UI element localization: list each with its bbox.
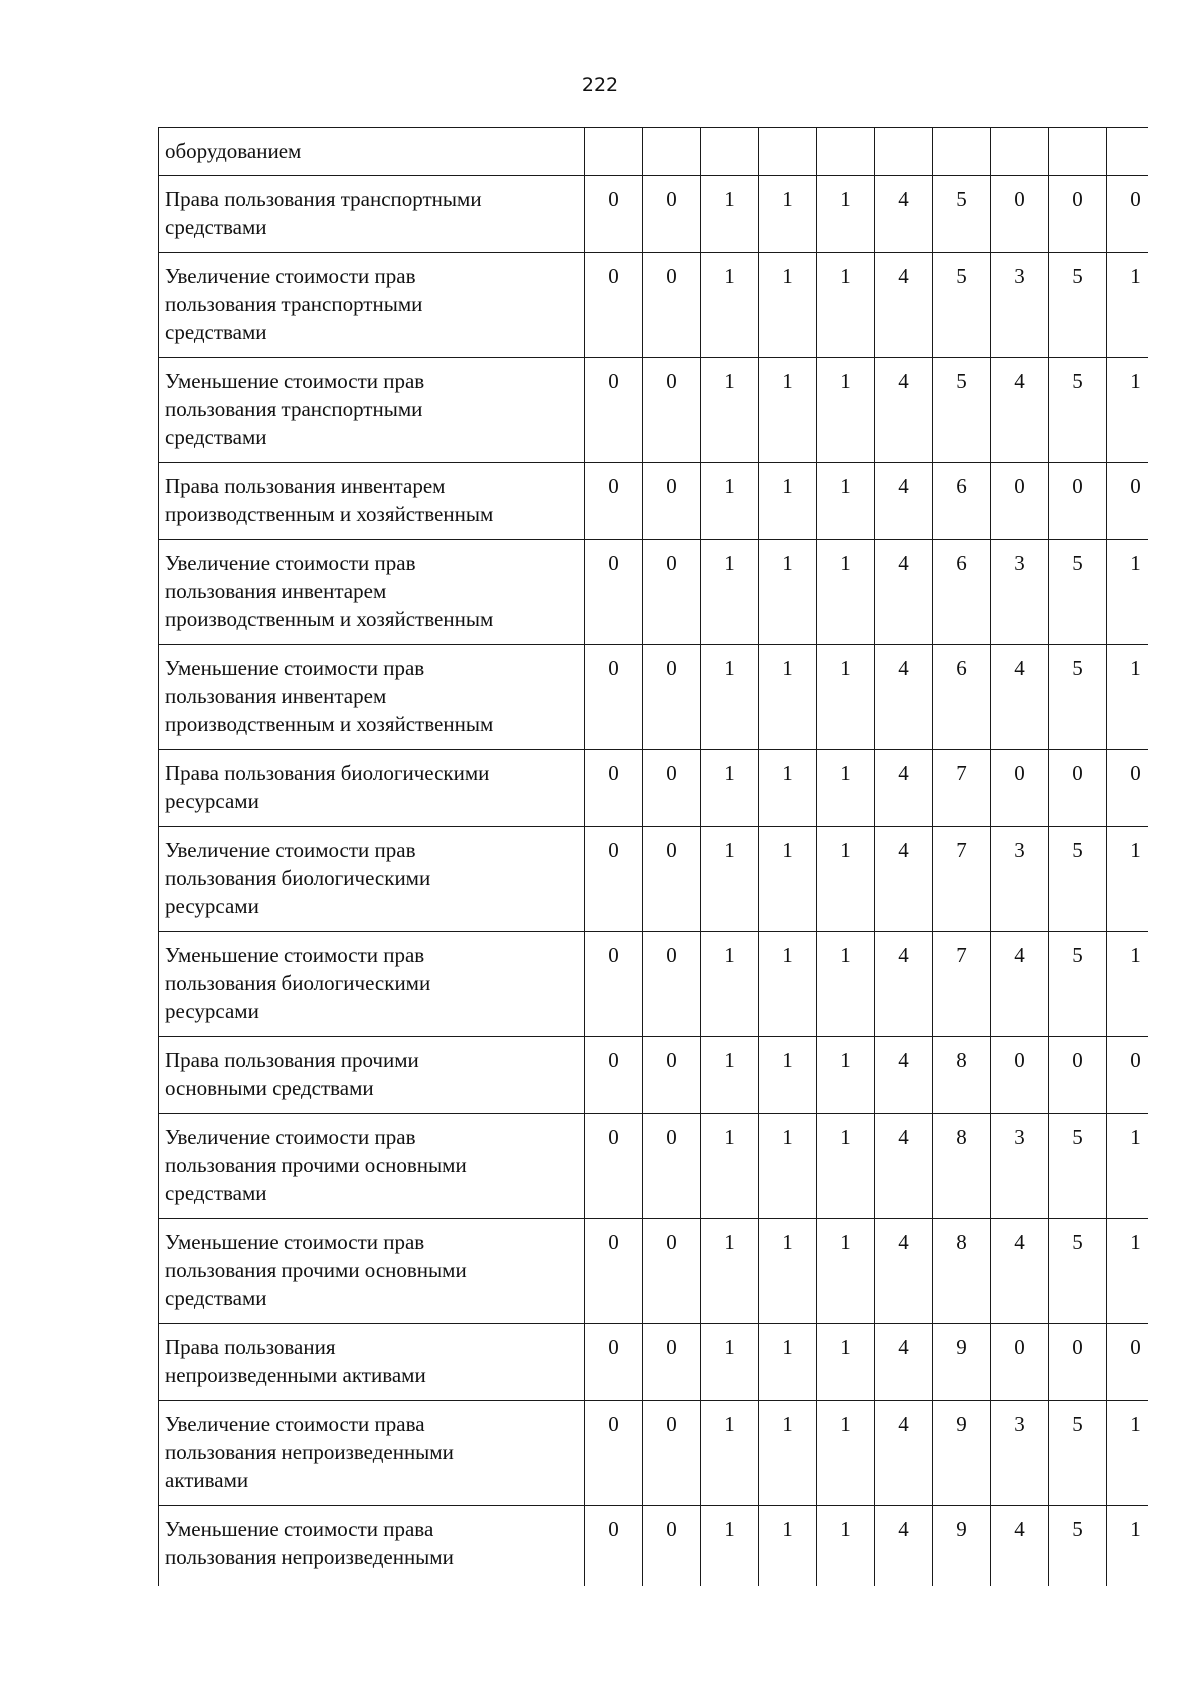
code-digit-cell: 1 bbox=[759, 1324, 817, 1401]
code-digit-cell: 0 bbox=[643, 1114, 701, 1219]
code-digit-cell bbox=[1049, 128, 1107, 176]
code-digit-cell: 6 bbox=[933, 540, 991, 645]
code-digit-cell: 0 bbox=[585, 932, 643, 1037]
table-row bbox=[159, 1114, 1149, 1219]
code-digit-cell: 0 bbox=[1107, 463, 1149, 540]
table-row bbox=[159, 1401, 1149, 1506]
code-digit-cell: 0 bbox=[1049, 750, 1107, 827]
code-digit-cell: 0 bbox=[1107, 1324, 1149, 1401]
row-label bbox=[159, 128, 585, 176]
code-digit-cell: 1 bbox=[759, 540, 817, 645]
code-digit-cell bbox=[875, 128, 933, 176]
code-digit-cell: 5 bbox=[933, 358, 991, 463]
code-digit-cell: 9 bbox=[933, 1401, 991, 1506]
code-digit-cell: 5 bbox=[933, 176, 991, 253]
row-label bbox=[159, 932, 585, 1037]
row-label bbox=[159, 1324, 585, 1401]
code-digit-cell: 1 bbox=[701, 1037, 759, 1114]
code-digit-cell: 3 bbox=[991, 1401, 1049, 1506]
code-digit-cell: 5 bbox=[1049, 1506, 1107, 1586]
code-digit-cell: 8 bbox=[933, 1114, 991, 1219]
code-digit-cell: 0 bbox=[585, 1401, 643, 1506]
code-digit-cell: 3 bbox=[991, 827, 1049, 932]
code-digit-cell: 4 bbox=[991, 932, 1049, 1037]
code-digit-cell: 0 bbox=[585, 1506, 643, 1586]
code-digit-cell: 5 bbox=[1049, 540, 1107, 645]
code-digit-cell: 4 bbox=[991, 1219, 1049, 1324]
code-digit-cell: 4 bbox=[991, 645, 1049, 750]
code-digit-cell: 4 bbox=[875, 358, 933, 463]
code-digit-cell: 1 bbox=[1107, 645, 1149, 750]
row-label-line: пользования транспортными bbox=[165, 397, 423, 421]
code-digit-cell: 0 bbox=[643, 1324, 701, 1401]
code-digit-cell: 1 bbox=[701, 1324, 759, 1401]
table-row bbox=[159, 932, 1149, 1037]
row-label-line: Уменьшение стоимости прав bbox=[165, 943, 425, 967]
row-label-line: средствами bbox=[165, 1286, 267, 1310]
code-digit-cell: 4 bbox=[875, 1324, 933, 1401]
code-digit-cell: 1 bbox=[759, 645, 817, 750]
code-digit-cell: 0 bbox=[585, 1219, 643, 1324]
row-label-line: пользования биологическими bbox=[165, 866, 431, 890]
code-digit-cell: 4 bbox=[875, 540, 933, 645]
code-digit-cell bbox=[585, 128, 643, 176]
code-digit-cell: 0 bbox=[585, 1037, 643, 1114]
code-digit-cell: 5 bbox=[1049, 932, 1107, 1037]
code-digit-cell: 0 bbox=[1107, 750, 1149, 827]
row-label bbox=[159, 1219, 585, 1324]
code-digit-cell: 5 bbox=[1049, 1114, 1107, 1219]
code-digit-cell: 4 bbox=[875, 253, 933, 358]
code-digit-cell: 1 bbox=[817, 358, 875, 463]
code-digit-cell: 0 bbox=[1049, 1324, 1107, 1401]
row-label-line: средствами bbox=[165, 1181, 267, 1205]
table-row bbox=[159, 1506, 1149, 1586]
row-label-line: средствами bbox=[165, 215, 267, 239]
row-label-line: Увеличение стоимости прав bbox=[165, 838, 416, 862]
code-digit-cell bbox=[817, 128, 875, 176]
row-label-line: Права пользования bbox=[165, 1335, 336, 1359]
code-digit-cell: 1 bbox=[759, 358, 817, 463]
code-digit-cell: 1 bbox=[701, 827, 759, 932]
code-digit-cell: 1 bbox=[701, 463, 759, 540]
code-digit-cell: 1 bbox=[1107, 1114, 1149, 1219]
row-label bbox=[159, 463, 585, 540]
code-digit-cell: 0 bbox=[991, 463, 1049, 540]
code-digit-cell bbox=[759, 128, 817, 176]
row-label-line: Уменьшение стоимости прав bbox=[165, 1230, 425, 1254]
code-digit-cell: 6 bbox=[933, 645, 991, 750]
row-label-line: непроизведенными активами bbox=[165, 1363, 426, 1387]
row-label-line: Права пользования транспортными bbox=[165, 187, 482, 211]
row-label bbox=[159, 1037, 585, 1114]
code-digit-cell: 0 bbox=[643, 176, 701, 253]
code-digit-cell: 1 bbox=[701, 750, 759, 827]
code-digit-cell: 6 bbox=[933, 463, 991, 540]
code-digit-cell: 4 bbox=[991, 358, 1049, 463]
code-digit-cell: 1 bbox=[1107, 1506, 1149, 1586]
row-label-line: ресурсами bbox=[165, 894, 259, 918]
code-digit-cell: 0 bbox=[1107, 176, 1149, 253]
code-digit-cell: 1 bbox=[1107, 827, 1149, 932]
code-digit-cell: 1 bbox=[759, 1401, 817, 1506]
code-digit-cell: 1 bbox=[759, 1114, 817, 1219]
table-row bbox=[159, 645, 1149, 750]
code-digit-cell: 4 bbox=[991, 1506, 1049, 1586]
table-row bbox=[159, 253, 1149, 358]
code-digit-cell bbox=[933, 128, 991, 176]
code-digit-cell: 1 bbox=[817, 1506, 875, 1586]
code-digit-cell: 4 bbox=[875, 750, 933, 827]
code-digit-cell: 0 bbox=[991, 1324, 1049, 1401]
code-digit-cell: 0 bbox=[585, 463, 643, 540]
code-digit-cell: 0 bbox=[991, 750, 1049, 827]
code-digit-cell: 4 bbox=[875, 932, 933, 1037]
code-digit-cell: 0 bbox=[1049, 463, 1107, 540]
code-digit-cell: 0 bbox=[643, 645, 701, 750]
code-digit-cell: 1 bbox=[1107, 540, 1149, 645]
code-digit-cell: 4 bbox=[875, 1219, 933, 1324]
code-digit-cell: 1 bbox=[1107, 358, 1149, 463]
code-digit-cell: 1 bbox=[1107, 1401, 1149, 1506]
code-digit-cell: 0 bbox=[643, 932, 701, 1037]
code-digit-cell: 0 bbox=[643, 750, 701, 827]
code-digit-cell: 7 bbox=[933, 932, 991, 1037]
row-label-line: Уменьшение стоимости прав bbox=[165, 369, 425, 393]
row-label bbox=[159, 176, 585, 253]
code-digit-cell: 0 bbox=[643, 253, 701, 358]
code-digit-cell: 0 bbox=[991, 176, 1049, 253]
code-digit-cell: 1 bbox=[759, 253, 817, 358]
code-digit-cell: 0 bbox=[643, 358, 701, 463]
code-digit-cell: 1 bbox=[817, 540, 875, 645]
row-label-line: оборудованием bbox=[165, 139, 302, 163]
code-digit-cell: 1 bbox=[701, 1506, 759, 1586]
row-label-line: средствами bbox=[165, 425, 267, 449]
code-digit-cell: 0 bbox=[1049, 1037, 1107, 1114]
row-label-line: Увеличение стоимости прав bbox=[165, 264, 416, 288]
row-label bbox=[159, 827, 585, 932]
row-label-line: ресурсами bbox=[165, 789, 259, 813]
table-row bbox=[159, 463, 1149, 540]
code-digit-cell: 1 bbox=[759, 750, 817, 827]
code-digit-cell: 1 bbox=[701, 540, 759, 645]
table-row bbox=[159, 540, 1149, 645]
code-digit-cell: 1 bbox=[817, 827, 875, 932]
row-label-line: Увеличение стоимости прав bbox=[165, 551, 416, 575]
row-label-line: Увеличение стоимости прав bbox=[165, 1125, 416, 1149]
code-digit-cell: 1 bbox=[759, 463, 817, 540]
row-label-line: пользования непроизведенными bbox=[165, 1545, 454, 1569]
code-digit-cell: 0 bbox=[585, 1324, 643, 1401]
row-label bbox=[159, 253, 585, 358]
row-label-line: пользования биологическими bbox=[165, 971, 431, 995]
code-digit-cell: 9 bbox=[933, 1324, 991, 1401]
code-digit-cell: 1 bbox=[817, 463, 875, 540]
code-digit-cell bbox=[643, 128, 701, 176]
code-digit-cell: 1 bbox=[817, 253, 875, 358]
code-digit-cell: 0 bbox=[991, 1037, 1049, 1114]
code-digit-cell: 5 bbox=[1049, 827, 1107, 932]
code-digit-cell: 5 bbox=[1049, 1219, 1107, 1324]
row-label bbox=[159, 540, 585, 645]
row-label-line: средствами bbox=[165, 320, 267, 344]
row-label-line: Уменьшение стоимости прав bbox=[165, 656, 425, 680]
row-label-line: Права пользования инвентарем bbox=[165, 474, 446, 498]
row-label-line: Права пользования биологическими bbox=[165, 761, 490, 785]
code-table-body bbox=[159, 128, 1149, 1586]
code-digit-cell: 0 bbox=[1107, 1037, 1149, 1114]
code-digit-cell: 3 bbox=[991, 1114, 1049, 1219]
code-digit-cell: 1 bbox=[701, 358, 759, 463]
code-digit-cell: 1 bbox=[701, 645, 759, 750]
page-number: 222 bbox=[581, 74, 619, 96]
code-digit-cell: 1 bbox=[817, 1037, 875, 1114]
code-digit-cell: 4 bbox=[875, 1114, 933, 1219]
code-digit-cell: 1 bbox=[759, 932, 817, 1037]
code-digit-cell bbox=[991, 128, 1049, 176]
table-row bbox=[159, 750, 1149, 827]
code-digit-cell: 1 bbox=[701, 1114, 759, 1219]
row-label bbox=[159, 358, 585, 463]
code-digit-cell: 0 bbox=[585, 827, 643, 932]
code-digit-cell: 1 bbox=[817, 1401, 875, 1506]
code-digit-cell: 1 bbox=[759, 1506, 817, 1586]
code-digit-cell: 7 bbox=[933, 750, 991, 827]
table-row bbox=[159, 358, 1149, 463]
row-label-line: пользования инвентарем bbox=[165, 579, 387, 603]
code-digit-cell: 4 bbox=[875, 827, 933, 932]
code-digit-cell: 1 bbox=[759, 1037, 817, 1114]
code-digit-cell: 1 bbox=[817, 932, 875, 1037]
row-label-line: Права пользования прочими bbox=[165, 1048, 419, 1072]
code-digit-cell: 0 bbox=[585, 1114, 643, 1219]
row-label-line: пользования непроизведенными bbox=[165, 1440, 454, 1464]
code-digit-cell: 1 bbox=[817, 1114, 875, 1219]
code-digit-cell bbox=[701, 128, 759, 176]
code-digit-cell bbox=[1107, 128, 1149, 176]
row-label-line: производственным и хозяйственным bbox=[165, 712, 494, 736]
code-digit-cell: 0 bbox=[585, 540, 643, 645]
code-digit-cell: 0 bbox=[643, 1219, 701, 1324]
code-digit-cell: 1 bbox=[817, 1219, 875, 1324]
row-label-line: пользования инвентарем bbox=[165, 684, 387, 708]
code-digit-cell: 1 bbox=[1107, 932, 1149, 1037]
code-digit-cell: 0 bbox=[585, 253, 643, 358]
code-digit-cell: 0 bbox=[585, 358, 643, 463]
code-digit-cell: 1 bbox=[701, 1219, 759, 1324]
code-digit-cell: 0 bbox=[643, 827, 701, 932]
table-row bbox=[159, 827, 1149, 932]
code-digit-cell: 1 bbox=[759, 1219, 817, 1324]
code-digit-cell: 0 bbox=[585, 750, 643, 827]
code-digit-cell: 9 bbox=[933, 1506, 991, 1586]
code-digit-cell: 1 bbox=[817, 176, 875, 253]
code-digit-cell: 0 bbox=[643, 1037, 701, 1114]
row-label bbox=[159, 750, 585, 827]
table-row bbox=[159, 1324, 1149, 1401]
code-digit-cell: 0 bbox=[643, 1506, 701, 1586]
code-digit-cell: 0 bbox=[585, 176, 643, 253]
row-label-line: ресурсами bbox=[165, 999, 259, 1023]
row-label-line: производственным и хозяйственным bbox=[165, 502, 494, 526]
code-digit-cell: 1 bbox=[701, 253, 759, 358]
code-digit-cell: 4 bbox=[875, 463, 933, 540]
code-digit-cell: 5 bbox=[1049, 645, 1107, 750]
code-digit-cell: 5 bbox=[1049, 1401, 1107, 1506]
code-digit-cell: 1 bbox=[817, 645, 875, 750]
row-label-line: Увеличение стоимости права bbox=[165, 1412, 425, 1436]
row-label-line: пользования прочими основными bbox=[165, 1258, 467, 1282]
code-digit-cell: 1 bbox=[701, 1401, 759, 1506]
code-digit-cell: 5 bbox=[933, 253, 991, 358]
code-digit-cell: 0 bbox=[643, 540, 701, 645]
code-digit-cell: 7 bbox=[933, 827, 991, 932]
row-label-line: пользования транспортными bbox=[165, 292, 423, 316]
table-row bbox=[159, 128, 1149, 176]
code-digit-cell: 8 bbox=[933, 1037, 991, 1114]
row-label-line: производственным и хозяйственным bbox=[165, 607, 494, 631]
table-row bbox=[159, 176, 1149, 253]
code-digit-cell: 3 bbox=[991, 540, 1049, 645]
row-label bbox=[159, 1114, 585, 1219]
code-digit-cell: 4 bbox=[875, 645, 933, 750]
code-digit-cell: 5 bbox=[1049, 253, 1107, 358]
code-digit-cell: 1 bbox=[1107, 253, 1149, 358]
row-label-line: активами bbox=[165, 1468, 249, 1492]
row-label bbox=[159, 645, 585, 750]
row-label-line: пользования прочими основными bbox=[165, 1153, 467, 1177]
code-table-container bbox=[158, 127, 1148, 1592]
code-digit-cell: 4 bbox=[875, 1037, 933, 1114]
code-digit-cell: 5 bbox=[1049, 358, 1107, 463]
code-digit-cell: 3 bbox=[991, 253, 1049, 358]
code-digit-cell: 1 bbox=[817, 750, 875, 827]
code-digit-cell: 1 bbox=[1107, 1219, 1149, 1324]
code-digit-cell: 0 bbox=[585, 645, 643, 750]
row-label-line: Уменьшение стоимости права bbox=[165, 1517, 434, 1541]
code-digit-cell: 1 bbox=[817, 1324, 875, 1401]
table-row bbox=[159, 1037, 1149, 1114]
code-digit-cell: 1 bbox=[759, 827, 817, 932]
code-digit-cell: 4 bbox=[875, 176, 933, 253]
code-digit-cell: 1 bbox=[701, 932, 759, 1037]
row-label-line: основными средствами bbox=[165, 1076, 374, 1100]
code-digit-cell: 1 bbox=[759, 176, 817, 253]
code-table bbox=[158, 127, 1148, 1586]
table-row bbox=[159, 1219, 1149, 1324]
code-digit-cell: 4 bbox=[875, 1506, 933, 1586]
row-label bbox=[159, 1506, 585, 1586]
code-digit-cell: 0 bbox=[643, 463, 701, 540]
code-digit-cell: 4 bbox=[875, 1401, 933, 1506]
code-digit-cell: 1 bbox=[701, 176, 759, 253]
code-digit-cell: 0 bbox=[643, 1401, 701, 1506]
row-label bbox=[159, 1401, 585, 1506]
code-digit-cell: 0 bbox=[1049, 176, 1107, 253]
code-digit-cell: 8 bbox=[933, 1219, 991, 1324]
